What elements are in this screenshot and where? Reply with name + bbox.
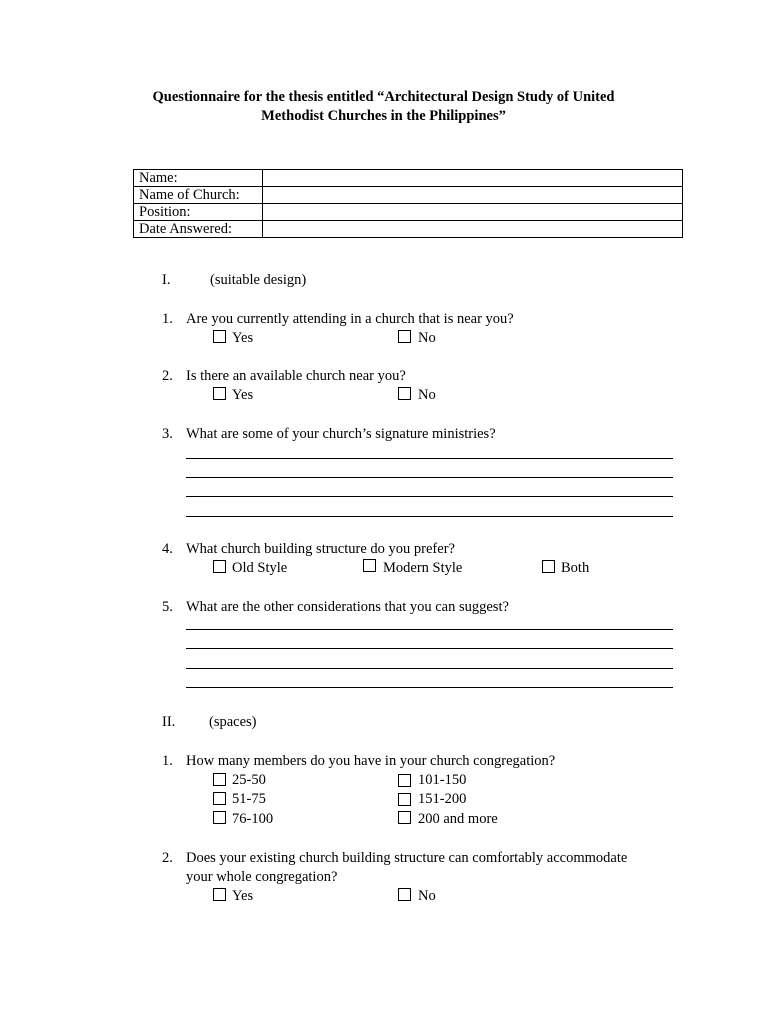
s1-q2-number: 2. [162, 368, 173, 384]
s2-q1-number: 1. [162, 753, 173, 769]
s1-q1-number: 1. [162, 311, 173, 327]
s1-q4-both-checkbox[interactable] [542, 560, 555, 573]
info-field-date[interactable] [263, 221, 683, 238]
section-2-heading: (spaces) [209, 714, 257, 730]
answer-line[interactable] [186, 668, 673, 669]
s2-q2-number: 2. [162, 850, 173, 866]
s1-q4-old-style-label: Old Style [232, 560, 288, 576]
info-label-name: Name: [134, 170, 263, 187]
s2-q2-yes-checkbox[interactable] [213, 888, 226, 901]
answer-line[interactable] [186, 629, 673, 630]
document-title [0, 88, 768, 126]
title-line-1: Questionnaire for the thesis entitled “Architectural Design Study of United [152, 89, 615, 105]
info-label-date: Date Answered: [134, 221, 263, 238]
s2-q2-no-label: No [418, 888, 436, 904]
s2-q1-51-75-checkbox[interactable] [213, 792, 226, 805]
s1-q5-text: What are the other considerations that you can suggest? [186, 599, 509, 615]
s1-q2-no-checkbox[interactable] [398, 387, 411, 400]
info-label-position: Position: [134, 204, 263, 221]
answer-line[interactable] [186, 477, 673, 478]
s2-q2-text-line-2: your whole congregation? [186, 869, 338, 885]
info-field-name[interactable] [263, 170, 683, 187]
s1-q4-modern-style-checkbox[interactable] [363, 559, 376, 572]
s1-q4-both-label: Both [561, 560, 590, 576]
answer-line[interactable] [186, 496, 673, 497]
s1-q3-text: What are some of your church’s signature ministries? [186, 426, 496, 442]
info-row-church [134, 187, 683, 204]
s1-q1-text: Are you currently attending in a church that is near you? [186, 311, 514, 327]
s2-q1-51-75-label: 51-75 [232, 791, 266, 807]
s2-q1-101-150-checkbox[interactable] [398, 774, 411, 787]
s2-q2-no-checkbox[interactable] [398, 888, 411, 901]
s1-q2-yes-label: Yes [232, 387, 254, 403]
s1-q4-text: What church building structure do you prefer? [186, 541, 455, 557]
s1-q2-yes-checkbox[interactable] [213, 387, 226, 400]
s1-q4-old-style-checkbox[interactable] [213, 560, 226, 573]
s1-q5-number: 5. [162, 599, 173, 615]
info-field-church[interactable] [263, 187, 683, 204]
respondent-info-table [133, 169, 683, 238]
section-2-numeral: II. [162, 714, 176, 730]
s2-q1-text: How many members do you have in your church congregation? [186, 753, 556, 769]
section-1-numeral: I. [162, 272, 171, 288]
s2-q1-200-more-checkbox[interactable] [398, 811, 411, 824]
s2-q1-76-100-label: 76-100 [232, 811, 274, 827]
info-label-church: Name of Church: [134, 187, 263, 204]
section-1-heading: (suitable design) [210, 272, 307, 288]
s1-q1-yes-label: Yes [232, 330, 254, 346]
s2-q1-151-200-label: 151-200 [418, 791, 467, 807]
s2-q1-25-50-checkbox[interactable] [213, 773, 226, 786]
s1-q2-no-label: No [418, 387, 436, 403]
s2-q1-200-more-label: 200 and more [418, 811, 498, 827]
s1-q1-no-label: No [418, 330, 436, 346]
info-field-position[interactable] [263, 204, 683, 221]
s2-q1-151-200-checkbox[interactable] [398, 793, 411, 806]
s1-q1-yes-checkbox[interactable] [213, 330, 226, 343]
s1-q4-modern-style-label: Modern Style [383, 560, 463, 576]
answer-line[interactable] [186, 516, 673, 517]
info-row-date [134, 221, 683, 238]
s2-q1-76-100-checkbox[interactable] [213, 811, 226, 824]
title-line-2: Methodist Churches in the Philippines” [261, 108, 506, 124]
s2-q1-25-50-label: 25-50 [232, 772, 266, 788]
info-row-name [134, 170, 683, 187]
s1-q3-number: 3. [162, 426, 173, 442]
s1-q2-text: Is there an available church near you? [186, 368, 406, 384]
s1-q4-number: 4. [162, 541, 173, 557]
answer-line[interactable] [186, 648, 673, 649]
s2-q1-101-150-label: 101-150 [418, 772, 467, 788]
info-row-position [134, 204, 683, 221]
answer-line[interactable] [186, 687, 673, 688]
s1-q1-no-checkbox[interactable] [398, 330, 411, 343]
s2-q2-text-line-1: Does your existing church building structure can comfortably accommodate [186, 850, 628, 866]
answer-line[interactable] [186, 458, 673, 459]
s2-q2-yes-label: Yes [232, 888, 254, 904]
